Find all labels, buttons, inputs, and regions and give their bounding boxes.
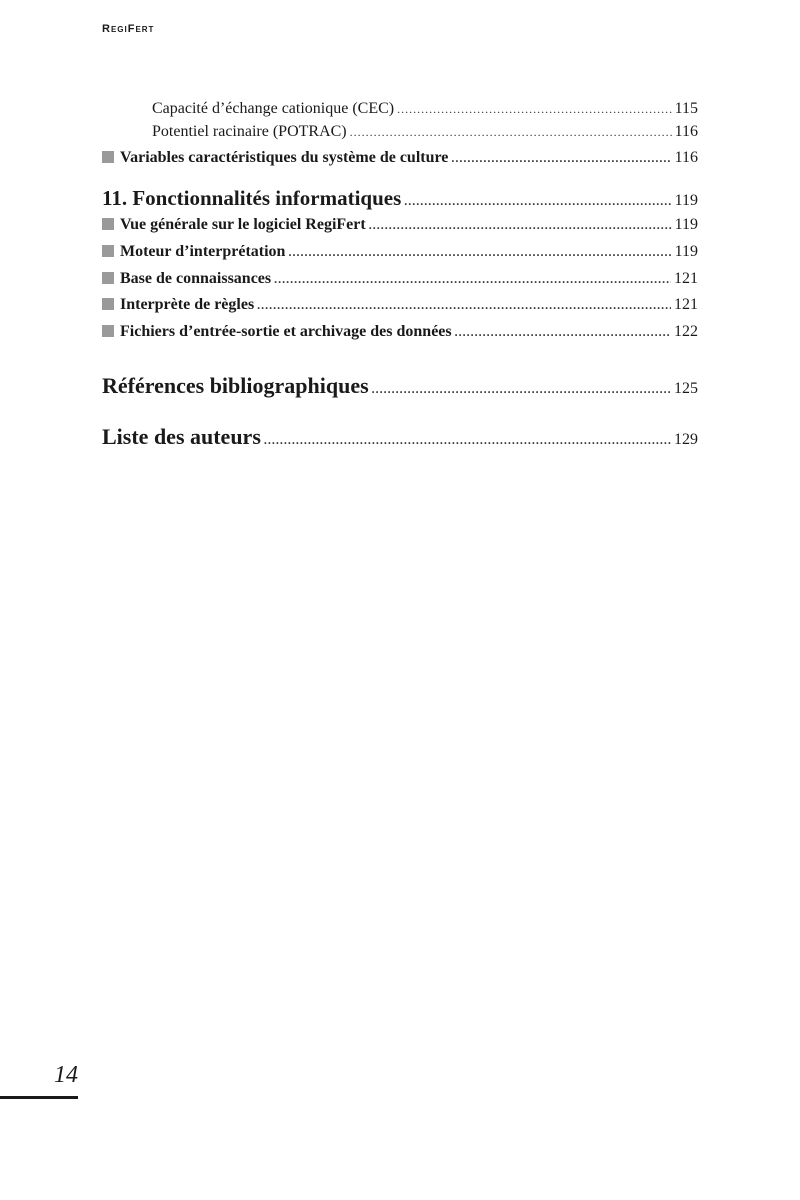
square-bullet-icon [102,218,114,230]
toc-page-number: 129 [674,431,698,448]
toc-major-label: Références bibliographiques [102,373,369,398]
dot-leader [274,272,671,287]
toc-page-number: 116 [674,149,698,166]
dot-leader [264,433,671,448]
toc-entry-label: Moteur d’interprétation [120,243,286,260]
dot-leader [257,298,671,313]
square-bullet-icon [102,151,114,163]
toc-entry-moteur-interpretation[interactable] [102,243,698,261]
toc-entry-label: Fichiers d’entrée-sortie et archivage des données [120,323,452,340]
toc-entry-interprete-regles[interactable] [102,296,698,314]
dot-leader [451,151,671,166]
toc-page-number: 119 [674,216,698,233]
square-bullet-icon [102,272,114,284]
toc-page-number: 119 [674,192,698,209]
page-number: 14 [54,1062,78,1088]
toc-page-number: 121 [674,296,698,313]
toc-entry-label: Variables caractéristiques du système de culture [120,149,449,166]
toc-chapter-11[interactable] [102,186,698,211]
square-bullet-icon [102,298,114,310]
toc-entry-label: Potentiel racinaire (POTRAC) [152,123,347,140]
toc-entry-vue-generale[interactable] [102,216,698,234]
toc-entry-variables-systeme-culture[interactable] [102,149,698,167]
dot-leader [350,125,672,140]
dot-leader [369,218,672,233]
dot-leader [288,245,671,260]
toc-major-label: Liste des auteurs [102,424,261,449]
dot-leader [455,325,671,340]
footer-rule [0,1096,78,1099]
toc-entry-label: Capacité d’échange cationique (CEC) [152,100,395,117]
dot-leader [372,382,671,397]
running-header: RegiFert [102,23,155,35]
toc-page-number: 122 [674,323,698,340]
square-bullet-icon [102,325,114,337]
dot-leader [404,194,671,209]
toc-entry-label: Vue générale sur le logiciel RegiFert [120,216,366,233]
toc-liste-auteurs[interactable] [102,424,698,450]
toc-entry-base-connaissances[interactable] [102,270,698,288]
toc-entry-cec[interactable] [102,100,698,118]
toc-entry-fichiers-entree-sortie[interactable] [102,323,698,341]
toc-page-number: 116 [674,123,698,140]
toc-entry-potrac[interactable] [102,123,698,141]
dot-leader [397,102,671,117]
toc-page-number: 121 [674,270,698,287]
toc-chapter-label: 11. Fonctionnalités informatiques [102,186,402,210]
toc-entry-label: Base de connaissances [120,270,272,287]
toc-references[interactable] [102,373,698,399]
square-bullet-icon [102,245,114,257]
toc-entry-label: Interprète de règles [120,296,255,313]
toc-page-number: 115 [674,100,698,117]
toc-page-number: 119 [674,243,698,260]
toc-page-number: 125 [674,380,698,397]
